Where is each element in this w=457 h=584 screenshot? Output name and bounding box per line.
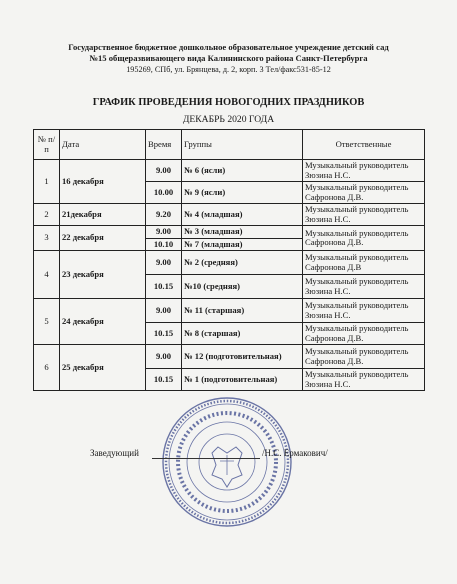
row-responsible: Музыкальный руководитель Зюзина Н.С. <box>303 275 425 299</box>
document-title: ГРАФИК ПРОВЕДЕНИЯ НОВОГОДНИХ ПРАЗДНИКОВ <box>92 97 365 108</box>
organization-name-line2: №15 общеразвивающего вида Калининского района Санкт-Петербурга <box>89 53 368 63</box>
row-responsible: Музыкальный руководитель Зюзина Н.С. <box>303 369 425 391</box>
row-date: 25 декабря <box>60 345 146 391</box>
row-time: 9.00 <box>146 299 182 323</box>
row-date: 24 декабря <box>60 299 146 345</box>
document-subtitle: ДЕКАБРЬ 2020 ГОДА <box>182 114 275 125</box>
row-responsible: Музыкальный руководитель Сафронова Д.В. <box>303 323 425 345</box>
row-number: 5 <box>34 299 60 345</box>
row-group: № 1 (подготовительная) <box>182 369 303 391</box>
column-header-responsible: Ответственные <box>303 130 425 160</box>
row-responsible: Музыкальный руководитель Сафронова Д.В. <box>303 226 425 251</box>
column-header-groups: Группы <box>182 130 303 160</box>
row-number: 2 <box>34 204 60 226</box>
row-time: 9.00 <box>146 251 182 275</box>
row-responsible: Музыкальный руководитель Сафронова Д.В. <box>303 182 425 204</box>
row-time: 9.00 <box>146 160 182 182</box>
official-stamp-icon <box>160 395 295 530</box>
signature-role: Заведующий <box>90 448 139 458</box>
row-responsible: Музыкальный руководитель Зюзина Н.С. <box>303 204 425 226</box>
organization-address: 195269, СПб, ул. Брянцева, д. 2, корп. 3 Тел/факс531-85-12 <box>126 65 331 74</box>
row-group: № 2 (средняя) <box>182 251 303 275</box>
row-group: № 6 (ясли) <box>182 160 303 182</box>
row-group: № 11 (старшая) <box>182 299 303 323</box>
row-number: 3 <box>34 226 60 251</box>
signature-name: /Н.С. Ермакович/ <box>262 448 328 458</box>
row-number: 4 <box>34 251 60 299</box>
row-number: 6 <box>34 345 60 391</box>
signature-line <box>152 458 260 459</box>
row-time: 9.00 <box>146 226 182 239</box>
row-time: 10.15 <box>146 323 182 345</box>
row-date: 16 декабря <box>60 160 146 204</box>
table-row <box>34 160 425 182</box>
row-date: 22 декабря <box>60 226 146 251</box>
column-header-time: Время <box>146 130 182 160</box>
row-time: 9.00 <box>146 345 182 369</box>
row-responsible: Музыкальный руководитель Сафронова Д.В <box>303 251 425 275</box>
row-group: № 9 (ясли) <box>182 182 303 204</box>
row-time: 10.15 <box>146 275 182 299</box>
row-responsible: Музыкальный руководитель Сафронова Д.В. <box>303 345 425 369</box>
schedule-table <box>33 129 425 391</box>
row-time: 10.00 <box>146 182 182 204</box>
row-group: № 3 (младшая) <box>182 226 303 239</box>
row-group: № 4 (младшая) <box>182 204 303 226</box>
row-date: 23 декабря <box>60 251 146 299</box>
table-row <box>34 226 425 239</box>
table-row <box>34 299 425 323</box>
row-date: 21декабря <box>60 204 146 226</box>
row-responsible: Музыкальный руководитель Зюзина Н.С. <box>303 299 425 323</box>
row-group: № 8 (старшая) <box>182 323 303 345</box>
row-number: 1 <box>34 160 60 204</box>
column-header-date: Дата <box>60 130 146 160</box>
row-group: № 7 (младшая) <box>182 238 303 251</box>
row-time: 10.15 <box>146 369 182 391</box>
table-row <box>34 345 425 369</box>
table-row <box>34 204 425 226</box>
row-group: №10 (средняя) <box>182 275 303 299</box>
row-group: № 12 (подготовительная) <box>182 345 303 369</box>
organization-name-line1: Государственное бюджетное дошкольное образовательное учреждение детский сад <box>68 42 389 52</box>
row-time: 10.10 <box>146 238 182 251</box>
table-row <box>34 251 425 275</box>
column-header-number: № п/п <box>34 130 60 160</box>
table-header-row <box>34 130 425 160</box>
row-time: 9.20 <box>146 204 182 226</box>
row-responsible: Музыкальный руководитель Зюзина Н.С. <box>303 160 425 182</box>
